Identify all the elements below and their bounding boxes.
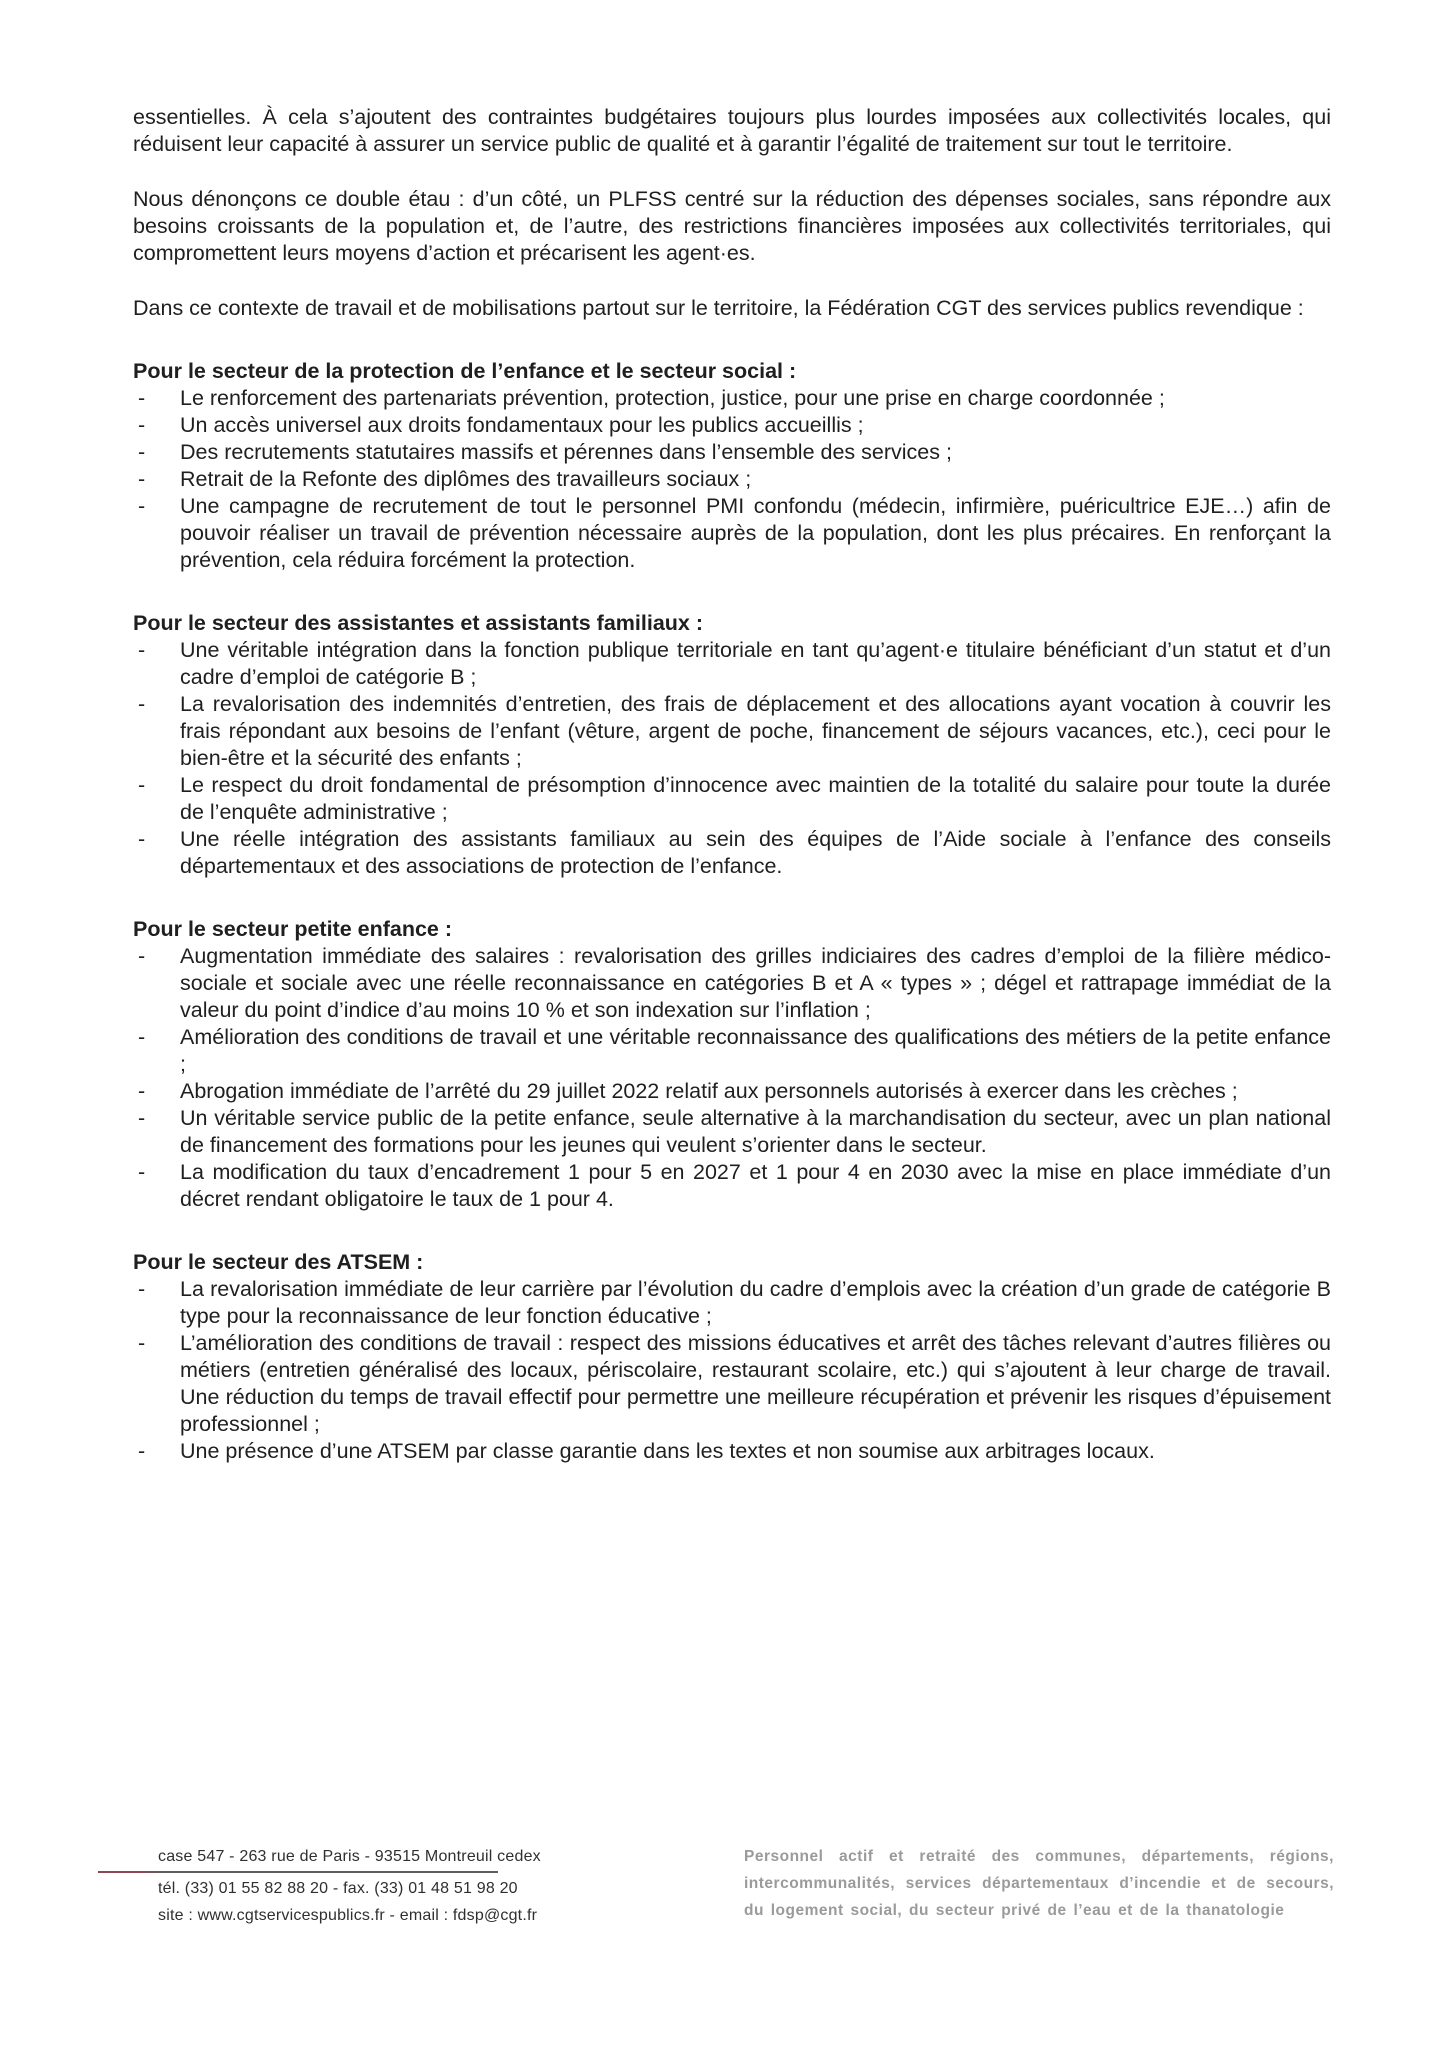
- demand-item: - Le renforcement des partenariats prévention, protection, justice, pour une prise en charge coordonnée ;: [133, 385, 1331, 412]
- demand-section: [133, 916, 1331, 1213]
- demand-item: - L’amélioration des conditions de travail : respect des missions éducatives et arrêt des tâches relevant d’autres filières ou métiers (entretien généralisé des locaux, périscolaire, restaurant scolaire, etc.) qui s’ajoutent à leur charge de travail. Une réduction du temps de travail effectif pour permettre une meilleure récupération et prévenir les risques d’épuisement professionnel ;: [133, 1330, 1331, 1438]
- section-demands-list: [133, 637, 1331, 880]
- page-footer: [98, 1843, 1334, 1929]
- section-heading: Pour le secteur des ATSEM :: [133, 1250, 424, 1274]
- demand-sections: [133, 358, 1331, 1465]
- demand-item: - Une véritable intégration dans la fonction publique territoriale en tant qu’agent·e titulaire bénéficiant d’un statut et d’un cadre d’emploi de catégorie B ;: [133, 637, 1331, 691]
- demand-item: - La modification du taux d’encadrement 1 pour 5 en 2027 et 1 pour 4 en 2030 avec la mise en place immédiate d’un décret rendant obligatoire le taux de 1 pour 4.: [133, 1159, 1331, 1213]
- demand-item: - Des recrutements statutaires massifs et pérennes dans l’ensemble des services ;: [133, 439, 1331, 466]
- demand-item: - Un véritable service public de la petite enfance, seule alternative à la marchandisation du secteur, avec un plan national de financement des formations pour les jeunes qui veulent s’orienter dans le secteur.: [133, 1105, 1331, 1159]
- demand-item: - La revalorisation immédiate de leur carrière par l’évolution du cadre d’emplois avec la création d’un grade de catégorie B type pour la reconnaissance de leur fonction éducative ;: [133, 1276, 1331, 1330]
- demand-item: - Une campagne de recrutement de tout le personnel PMI confondu (médecin, infirmière, puéricultrice EJE…) afin de pouvoir réaliser un travail de prévention nécessaire auprès de la population, dont les plus précaires. En renforçant la prévention, cela réduira forcément la protection.: [133, 493, 1331, 574]
- demand-section: [133, 1249, 1331, 1465]
- demand-item: - Retrait de la Refonte des diplômes des travailleurs sociaux ;: [133, 466, 1331, 493]
- demand-item: - Augmentation immédiate des salaires : revalorisation des grilles indiciaires des cadres d’emploi de la filière médico-sociale et sociale avec une réelle reconnaissance en catégories B et A « types » ; dégel et rattrapage immédiat de la valeur du point d’indice d’au moins 10 % et son indexation sur l’inflation ;: [133, 943, 1331, 1024]
- demand-item: - La revalorisation des indemnités d’entretien, des frais de déplacement et des allocations ayant vocation à couvrir les frais répondant aux besoins de l’enfant (vêture, argent de poche, financement de séjours vacances, etc.), ceci pour le bien-être et la sécurité des enfants ;: [133, 691, 1331, 772]
- footer-divider-line: [98, 1871, 498, 1873]
- section-heading: Pour le secteur petite enfance :: [133, 917, 453, 941]
- demand-item: - Une présence d’une ATSEM par classe garantie dans les textes et non soumise aux arbitrages locaux.: [133, 1438, 1331, 1465]
- section-heading: Pour le secteur des assistantes et assistants familiaux :: [133, 611, 704, 635]
- section-demands-list: [133, 1276, 1331, 1465]
- intro-paragraph: Nous dénonçons ce double étau : d’un côté, un PLFSS centré sur la réduction des dépenses sociales, sans répondre aux besoins croissants de la population et, de l’autre, des restrictions financières imposées aux collectivités territoriales, qui compromettent leurs moyens d’action et précarisent les agent·es.: [133, 187, 1331, 265]
- demand-item: - Le respect du droit fondamental de présomption d’innocence avec maintien de la totalité du salaire pour toute la durée de l’enquête administrative ;: [133, 772, 1331, 826]
- demand-section: [133, 610, 1331, 880]
- footer-audience-text: Personnel actif et retraité des communes, départements, régions, intercommunalités, services départementaux d’incendie et de secours, du logement social, du secteur privé de l’eau et de la thanatologie: [744, 1848, 1334, 1919]
- intro-paragraphs: [133, 104, 1331, 322]
- footer-contact-block: [98, 1843, 541, 1929]
- document-content: [133, 104, 1331, 1465]
- intro-paragraph: Dans ce contexte de travail et de mobilisations partout sur le territoire, la Fédération CGT des services publics revendique :: [133, 296, 1304, 320]
- demand-item: - Abrogation immédiate de l’arrêté du 29 juillet 2022 relatif aux personnels autorisés à exercer dans les crèches ;: [133, 1078, 1331, 1105]
- section-heading: Pour le secteur de la protection de l’enfance et le secteur social :: [133, 359, 797, 383]
- demand-section: [133, 358, 1331, 574]
- intro-paragraph: essentielles. À cela s’ajoutent des contraintes budgétaires toujours plus lourdes imposées aux collectivités locales, qui réduisent leur capacité à assurer un service public de qualité et à garantir l’égalité de traitement sur tout le territoire.: [133, 105, 1331, 156]
- footer-site-email: site : www.cgtservicespublics.fr - email : fdsp@cgt.fr: [158, 1907, 538, 1924]
- section-demands-list: [133, 943, 1331, 1213]
- footer-phone-fax: tél. (33) 01 55 82 88 20 - fax. (33) 01 48 51 98 20: [158, 1880, 518, 1897]
- footer-address: case 547 - 263 rue de Paris - 93515 Montreuil cedex: [158, 1848, 541, 1865]
- demand-item: - Une réelle intégration des assistants familiaux au sein des équipes de l’Aide sociale à l’enfance des conseils départementaux et des associations de protection de l’enfance.: [133, 826, 1331, 880]
- demand-item: - Amélioration des conditions de travail et une véritable reconnaissance des qualifications des métiers de la petite enfance ;: [133, 1024, 1331, 1078]
- demand-item: - Un accès universel aux droits fondamentaux pour les publics accueillis ;: [133, 412, 1331, 439]
- section-demands-list: [133, 385, 1331, 574]
